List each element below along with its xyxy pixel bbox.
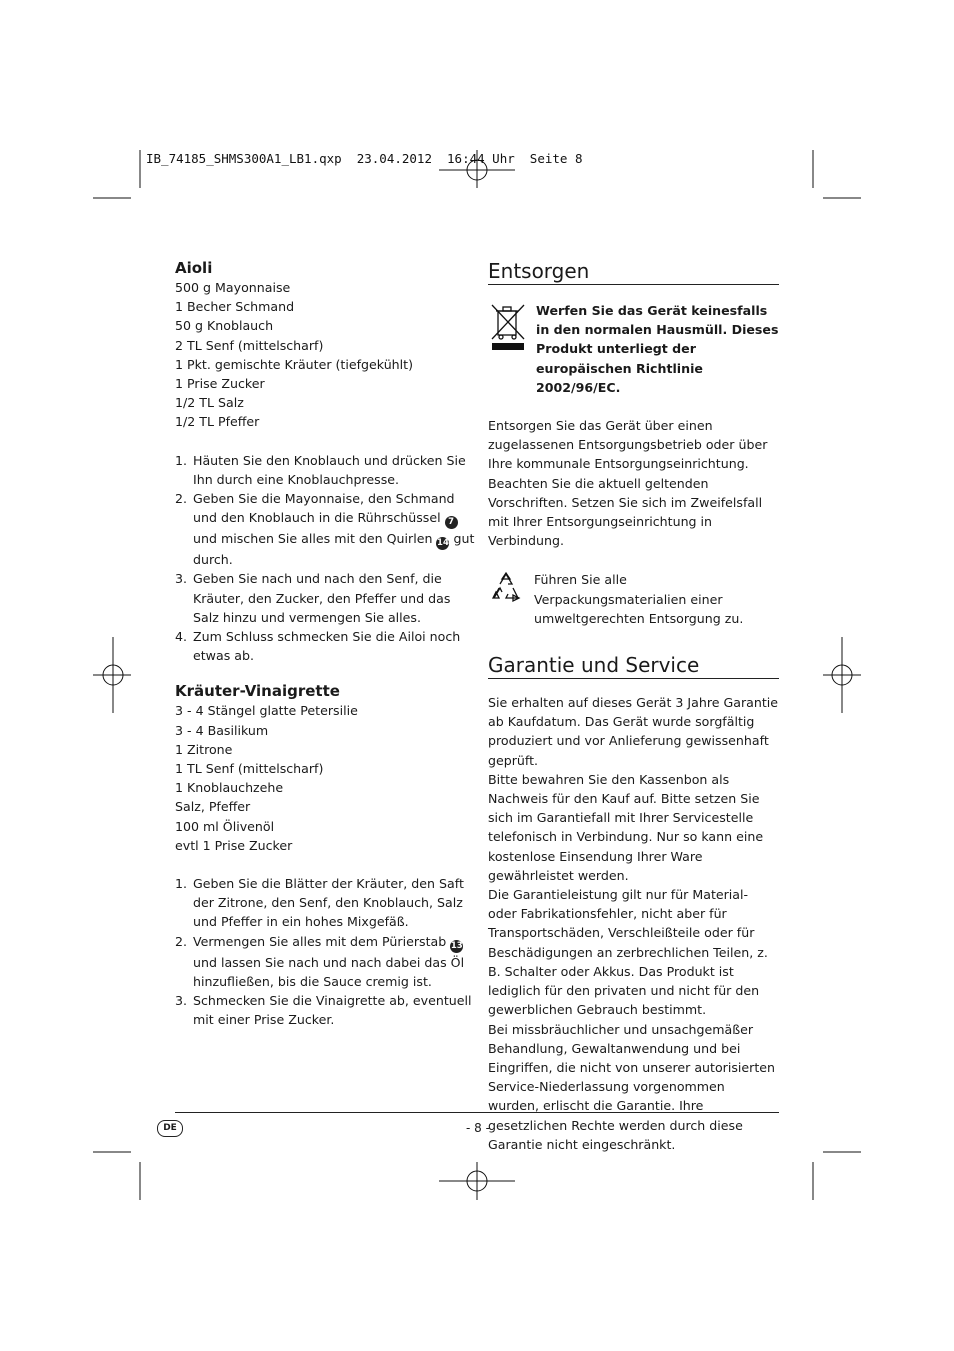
step-text: Häuten Sie den Knoblauch und drücken Sie Ihn durch eine Knoblauchpresse. [193, 452, 466, 487]
step [175, 874, 475, 932]
page-number: - 8 - [466, 1121, 490, 1135]
aioli-steps [175, 451, 475, 666]
ingredient: 500 g Mayonnaise [175, 280, 291, 295]
garantie-paragraph: Bei missbräuchlicher und unsachgemäßer Behandlung, Gewaltanwendung und bei Eingriffen, die nicht von unserer autorisierten Service-Niederlassung vorgenommen wurden, erlischt die Garantie. Ihre gesetzlichen Rechte werden durch diese Garantie nicht eingeschränkt. [488, 1021, 776, 1152]
ingredient: 1/2 TL Pfeffer [175, 414, 260, 430]
disposal-text: Entsorgen Sie das Gerät über einen zugelassenen Entsorgungsbetrieb oder über Ihre kommunale Entsorgungseinrichtung. [488, 418, 768, 472]
step-text: Geben Sie nach und nach den Senf, die Kräuter, den Zucker, den Pfeffer und das Salz hinzu und vermengen Sie alles. [193, 571, 451, 625]
step-number: 1. [175, 452, 188, 468]
step-number: 2. [175, 933, 188, 949]
step [175, 489, 475, 569]
ingredient: Salz, Pfeffer [175, 799, 251, 815]
recycling-note [488, 570, 779, 628]
step [175, 932, 475, 991]
step-text: gut durch. [193, 531, 475, 568]
ingredient: 50 g Knoblauch [175, 318, 274, 334]
vinaigrette-ingredients [175, 701, 475, 855]
file-slug: IB_74185_SHMS300A1_LB1.qxp 23.04.2012 16:44 Uhr Seite 8 [146, 151, 583, 166]
ingredient: 2 TL Senf (mittelscharf) [175, 337, 324, 353]
ingredient: 100 ml Ölivenöl [175, 818, 275, 834]
aioli-title: Aioli [175, 259, 213, 277]
part-reference-badge: 7 [445, 516, 458, 529]
step [175, 569, 475, 627]
garantie-paragraph: Bitte bewahren Sie den Kassenbon als Nachweis für den Kauf auf. Bitte setzen Sie sich im Garantiefall mit Ihrer Servicestelle telefonisch in Verbindung. Nur so kann eine kostenlose Einsendung Ihrer Ware gewährleistet werden. [488, 771, 764, 883]
aioli-ingredients [175, 278, 475, 432]
disposal-text-2: Beachten Sie die aktuell geltenden Vorschriften. Setzen Sie sich im Zweifelsfall mit Ihrer Entsorgungseinrichtung in Verbindung. [488, 475, 763, 549]
ingredient: 1 Prise Zucker [175, 376, 265, 392]
step-text: Zum Schluss schmecken Sie die Ailoi noch etwas ab. [193, 629, 461, 664]
aioli-recipe [175, 258, 475, 665]
step [175, 991, 475, 1029]
crossed-bin-icon [488, 301, 528, 397]
step-text: Geben Sie die Mayonnaise, den Schmand und den Knoblauch in die Rührschüssel [193, 491, 455, 526]
ingredient: 1/2 TL Salz [175, 395, 244, 411]
garantie-paragraph: Sie erhalten auf dieses Gerät 3 Jahre Garantie ab Kaufdatum. Das Gerät wurde sorgfältig produziert und vor Anlieferung gewissenhaft geprüft. [488, 695, 779, 768]
step [175, 627, 475, 665]
ingredient: evtl 1 Prise Zucker [175, 837, 293, 853]
recycling-text: Führen Sie alle Verpackungsmaterialien einer umweltgerechten Entsorgung zu. [534, 572, 744, 626]
step-number: 2. [175, 491, 188, 507]
weee-warning [488, 301, 779, 397]
ingredient: 3 - 4 Basilikum [175, 722, 269, 738]
step [175, 451, 475, 489]
step-number: 1. [175, 876, 188, 892]
footer-rule [175, 1112, 779, 1113]
language-badge: DE [157, 1120, 183, 1137]
step-number: 4. [175, 629, 188, 645]
vinaigrette-title: Kräuter-Vinaigrette [175, 682, 340, 701]
ingredient: 1 TL Senf (mittelscharf) [175, 761, 324, 777]
entsorgen-heading: Entsorgen [488, 258, 779, 285]
info-column [488, 258, 779, 1154]
step-text: Geben Sie die Blätter der Kräuter, den Saft der Zitrone, den Senf, den Knoblauch, Salz und Pfeffer in ein hohes Mixgefäß. [193, 876, 464, 930]
step-text: Schmecken Sie die Vinaigrette ab, eventuell mit einer Prise Zucker. [193, 993, 472, 1028]
ingredient: 1 Becher Schmand [175, 299, 295, 315]
ingredient: 3 - 4 Stängel glatte Petersilie [175, 703, 358, 719]
ingredient: 1 Pkt. gemischte Kräuter (tiefgekühlt) [175, 356, 414, 372]
garantie-heading: Garantie und Service [488, 652, 779, 679]
recipes-column [175, 258, 475, 1030]
entsorgen-section [488, 258, 779, 628]
step-text: und lassen Sie nach und nach dabei das Öl hinzufließen, bis die Sauce cremig ist. [193, 954, 465, 989]
weee-warning-text: Werfen Sie das Gerät keinesfalls in den normalen Hausmüll. Dieses Produkt unterliegt der europäischen Richtlinie 2002/96/EC. [536, 303, 779, 395]
recycling-icon [488, 570, 526, 611]
vinaigrette-steps [175, 874, 475, 1029]
ingredient: 1 Knoblauchzehe [175, 780, 284, 796]
step-number: 3. [175, 571, 188, 587]
garantie-paragraph: Die Garantieleistung gilt nur für Material- oder Fabrikationsfehler, nicht aber für Transportschäden, Verschleißteile oder für Beschädigungen an zerbrechlichen Teilen, z. B. Schalter oder Akkus. Das Produkt ist lediglich für den privaten und nicht für den gewerblichen Gebrauch bestimmt. [488, 887, 768, 1018]
step-text: Vermengen Sie alles mit dem Pürierstab [193, 933, 447, 949]
part-reference-badge: 13 [450, 940, 463, 951]
step-number: 3. [175, 993, 188, 1009]
part-reference-badge: 14 [437, 538, 449, 549]
garantie-section [488, 652, 779, 1154]
vinaigrette-recipe [175, 681, 475, 1029]
step-text: und mischen Sie alles mit den Quirlen [193, 531, 433, 547]
ingredient: 1 Zitrone [175, 741, 233, 757]
